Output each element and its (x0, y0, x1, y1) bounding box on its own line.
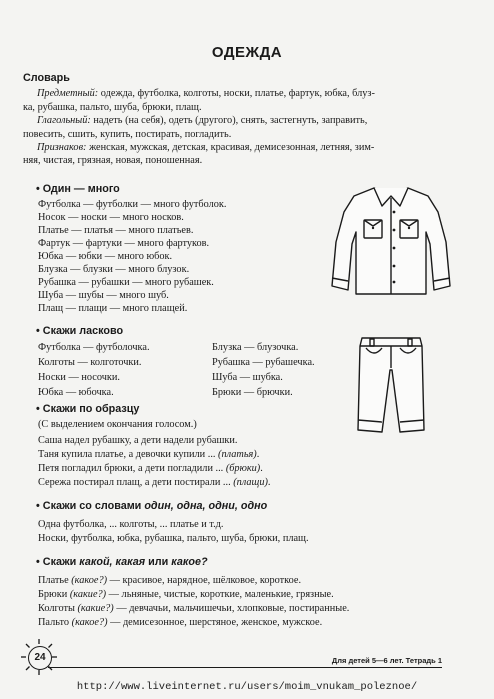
dictionary-section (23, 72, 453, 168)
attrs-cont: няя, чистая, грязная, новая, поношенная. (23, 155, 203, 167)
pattern-line-4-answer: (плащи) (233, 477, 268, 488)
which-line-3-question: (какие?) (77, 603, 114, 614)
which-line-1-answer: — красивое, нарядное, шёлковое, короткое. (107, 575, 302, 586)
which-line-3-noun: Колготы (38, 603, 78, 614)
list-item: Колготы — колготочки. (38, 357, 142, 368)
dictionary-heading: Словарь (23, 72, 70, 84)
which-line-3 (38, 602, 349, 615)
subjects-label: Предметный: (37, 88, 99, 100)
list-item: Футболка — футболочка. (38, 342, 150, 353)
list-item: Платье — платья — много платьев. (38, 225, 194, 236)
pattern-line-2-text: Таня купила платье, а девочки купили ... (38, 449, 219, 460)
which-line-2-answer: — льняные, чистые, короткие, маленькие, грязные. (106, 589, 334, 600)
pattern-line-4-text: Сережа постирал плащ, а дети постирали ... (38, 477, 234, 488)
list-item: Блузка — блузки — много блузок. (38, 264, 190, 275)
list-item: Юбка — юбки — много юбок. (38, 251, 173, 262)
pattern-line-3: Петя погладил брюки, а дети погладили ... (брюки). (38, 463, 263, 474)
verbs-text: надеть (на себя), одеть (другого), снять, застегнуть, заправить, (93, 115, 368, 127)
words-line-1: Одна футболка, ... колготы, ... платье и т.д. (38, 519, 224, 530)
which-line-2 (38, 588, 334, 601)
which-heading-d: какое? (171, 556, 208, 568)
which-line-4-answer: — демисезонное, шерстяное, женское, мужское. (107, 617, 323, 628)
pattern-line-2-answer: (платья) (218, 449, 257, 460)
list-item: Носки — носочки. (38, 372, 121, 383)
which-line-2-question: (какие?) (69, 589, 107, 600)
which-line-1-question: (какое?) (71, 575, 108, 586)
which-heading-a: • Скажи (36, 556, 80, 568)
dictionary-attributes (23, 141, 453, 154)
which-heading (36, 556, 208, 569)
which-line-1-noun: Платье (38, 575, 72, 586)
watermark-url: http://www.liveinternet.ru/users/moim_vnukam_poleznoe/ (76, 681, 418, 693)
words-heading-text: • Скажи со словами (36, 500, 145, 512)
subjects-text: одежда, футболка, колготы, носки, платье, фартук, юбка, блуз- (100, 88, 375, 100)
dictionary-verbs (23, 114, 453, 127)
pattern-line-4: Сережа постирал плащ, а дети постирали ... (плащи). (38, 477, 271, 488)
pattern-note: (С выделением окончания голосом.) (38, 419, 197, 430)
pattern-heading: • Скажи по образцу (36, 403, 140, 415)
which-line-4 (38, 616, 322, 629)
list-item: Шуба — шубы — много шуб. (38, 290, 169, 301)
attrs-label: Признаков: (37, 142, 87, 154)
which-heading-b: какой, какая (79, 556, 146, 568)
trousers-illustration (356, 336, 426, 436)
one-many-heading: • Один — много (36, 183, 120, 195)
which-line-2-noun: Брюки (38, 589, 70, 600)
list-item: Брюки — брючки. (212, 387, 293, 398)
which-heading-c: или (145, 556, 172, 568)
page-number: 24 (28, 646, 52, 670)
shirt-illustration (330, 182, 452, 298)
words-heading-words: один, одна, одни, одно (144, 500, 268, 512)
pattern-line-2: Таня купила платье, а девочки купили ... (платья). (38, 449, 260, 460)
footer-book-title: Для детей 5—6 лет. Тетрадь 1 (331, 656, 442, 665)
list-item: Шуба — шубка. (212, 372, 283, 383)
pattern-line-3-text: Петя погладил брюки, а дети погладили ... (38, 463, 226, 474)
dictionary-subjects (23, 87, 453, 100)
which-line-3-answer: — девчачьи, мальчишечьи, хлопковые, постиранные. (113, 603, 350, 614)
list-item: Рубашка — рубашечка. (212, 357, 315, 368)
subjects-cont: ка, рубашка, пальто, шуба, брюки, плащ. (23, 101, 202, 113)
affectionate-heading: • Скажи ласково (36, 325, 124, 337)
list-item: Футболка — футболки — много футболок. (38, 199, 227, 210)
which-line-1 (38, 574, 301, 587)
words-heading (36, 500, 267, 513)
list-item: Плащ — плащи — много плащей. (38, 303, 188, 314)
list-item: Блузка — блузочка. (212, 342, 299, 353)
attrs-text: женская, мужская, детская, красивая, демисезонная, летняя, зим- (89, 142, 375, 154)
list-item: Рубашка — рубашки — много рубашек. (38, 277, 214, 288)
page-title: ОДЕЖДА (211, 44, 283, 61)
list-item: Юбка — юбочка. (38, 387, 114, 398)
pattern-line-1: Саша надел рубашку, а дети надели рубашки. (38, 435, 238, 446)
list-item: Носок — носки — много носков. (38, 212, 184, 223)
pattern-line-3-answer: (брюки) (225, 463, 261, 474)
verbs-label: Глагольный: (37, 115, 91, 127)
list-item: Фартук — фартуки — много фартуков. (38, 238, 210, 249)
words-line-2: Носки, футболка, юбка, рубашка, пальто, шуба, брюки, плащ. (38, 533, 309, 544)
which-line-4-noun: Пальто (38, 617, 72, 628)
verbs-cont: повесить, сшить, купить, постирать, погладить. (23, 128, 232, 140)
which-line-4-question: (какое?) (71, 617, 108, 628)
